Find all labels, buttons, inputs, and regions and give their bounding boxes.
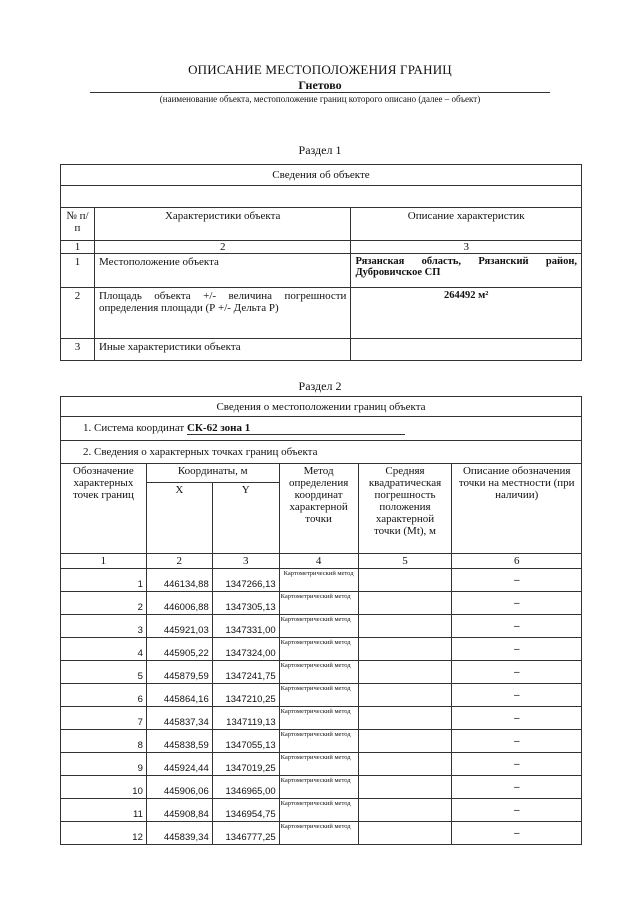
point-x: 446006,88 [146, 592, 212, 615]
point-x: 445879,59 [146, 661, 212, 684]
point-y: 1347119,13 [212, 707, 279, 730]
section1-heading: Раздел 1 [298, 143, 342, 157]
point-accuracy [358, 730, 452, 753]
point-x: 445839,34 [146, 822, 212, 845]
point-number: 11 [61, 799, 147, 822]
point-method: Картометрический метод [279, 661, 358, 684]
table-row [61, 638, 582, 661]
table-row [61, 822, 582, 845]
point-description: – [452, 638, 582, 661]
header-y: Y [212, 483, 279, 554]
object-note: (наименование объекта, местоположение границ которого описано (далее – объект) [159, 94, 481, 104]
object-info-title: Сведения об объекте [61, 165, 582, 186]
point-number: 2 [61, 592, 147, 615]
header-method: Метод определения координат характерной точки [279, 464, 358, 554]
boundary-points-table [60, 396, 582, 845]
point-y: 1346777,25 [212, 822, 279, 845]
point-number: 5 [61, 661, 147, 684]
col-index: 1 [61, 241, 95, 254]
point-x: 445924,44 [146, 753, 212, 776]
object-name: Гнетово [298, 78, 342, 92]
point-accuracy [358, 592, 452, 615]
table-row [61, 569, 582, 592]
row-number: 1 [61, 254, 95, 288]
col-index: 5 [358, 554, 452, 569]
header-description: Описание обозначения точки на местности (при наличии) [452, 464, 582, 554]
point-method: Картометрический метод [279, 753, 358, 776]
point-method: Картометрический метод [279, 684, 358, 707]
col-index: 6 [452, 554, 582, 569]
point-y: 1347266,13 [212, 569, 279, 592]
coord-system-value: СК-62 зона 1 [187, 422, 405, 435]
point-method: Картометрический метод [279, 707, 358, 730]
table-row [61, 592, 582, 615]
point-number: 6 [61, 684, 147, 707]
col-header-desc: Описание характеристик [351, 208, 582, 241]
boundary-table-title: Сведения о местоположении границ объекта [61, 397, 582, 417]
col-header-num: № п/п [61, 208, 95, 241]
point-y: 1346965,00 [212, 776, 279, 799]
point-number: 7 [61, 707, 147, 730]
object-info-spacer [61, 186, 582, 208]
point-description: – [452, 684, 582, 707]
row-description [351, 339, 582, 361]
point-description: – [452, 753, 582, 776]
col-index: 4 [279, 554, 358, 569]
point-number: 10 [61, 776, 147, 799]
point-y: 1347019,25 [212, 753, 279, 776]
point-y: 1347324,00 [212, 638, 279, 661]
point-x: 445906,06 [146, 776, 212, 799]
points-label: 2. Сведения о характерных точках границ объекта [61, 441, 582, 464]
point-description: – [452, 799, 582, 822]
point-accuracy [358, 615, 452, 638]
point-method: Картометрический метод [279, 615, 358, 638]
row-characteristic: Местоположение объекта [94, 254, 351, 288]
point-x: 446134,88 [146, 569, 212, 592]
row-description: Рязанская область, Рязанский район, Дубровичское СП [351, 254, 582, 288]
point-description: – [452, 661, 582, 684]
point-accuracy [358, 799, 452, 822]
point-method: Картометрический метод [279, 592, 358, 615]
point-method: Картометрический метод [279, 638, 358, 661]
point-x: 445837,34 [146, 707, 212, 730]
col-header-char: Характеристики объекта [94, 208, 351, 241]
col-index: 2 [146, 554, 212, 569]
header-x: X [146, 483, 212, 554]
point-description: – [452, 730, 582, 753]
object-info-table [60, 164, 582, 361]
point-number: 12 [61, 822, 147, 845]
table-row [61, 339, 582, 361]
point-number: 3 [61, 615, 147, 638]
point-accuracy [358, 822, 452, 845]
document-title: ОПИСАНИЕ МЕСТОПОЛОЖЕНИЯ ГРАНИЦ [188, 62, 452, 77]
row-characteristic: Иные характеристики объекта [94, 339, 351, 361]
point-accuracy [358, 661, 452, 684]
point-description: – [452, 822, 582, 845]
table-row [61, 730, 582, 753]
point-y: 1347210,25 [212, 684, 279, 707]
point-method: Картометрический метод [279, 776, 358, 799]
point-accuracy [358, 684, 452, 707]
row-description: 264492 м² [351, 288, 582, 339]
point-number: 8 [61, 730, 147, 753]
table-row [61, 799, 582, 822]
point-number: 9 [61, 753, 147, 776]
col-index: 3 [212, 554, 279, 569]
point-description: – [452, 615, 582, 638]
point-accuracy [358, 753, 452, 776]
object-underline [90, 92, 550, 93]
row-characteristic: Площадь объекта +/- величина погрешности определения площади (Р +/- Дельта Р) [94, 288, 351, 339]
col-index: 3 [351, 241, 582, 254]
point-description: – [452, 569, 582, 592]
point-method: Картометрический метод [279, 569, 358, 592]
row-number: 2 [61, 288, 95, 339]
table-row [61, 684, 582, 707]
point-accuracy [358, 638, 452, 661]
point-x: 445905,22 [146, 638, 212, 661]
point-x: 445838,59 [146, 730, 212, 753]
table-row [61, 753, 582, 776]
point-y: 1347305,13 [212, 592, 279, 615]
col-index: 2 [94, 241, 351, 254]
point-accuracy [358, 707, 452, 730]
point-method: Картометрический метод [279, 730, 358, 753]
section2-heading: Раздел 2 [298, 379, 342, 393]
point-y: 1347241,75 [212, 661, 279, 684]
point-x: 445864,16 [146, 684, 212, 707]
col-index: 1 [61, 554, 147, 569]
point-x: 445908,84 [146, 799, 212, 822]
point-y: 1347055,13 [212, 730, 279, 753]
point-accuracy [358, 776, 452, 799]
table-row [61, 615, 582, 638]
point-method: Картометрический метод [279, 822, 358, 845]
table-row [61, 288, 582, 339]
point-y: 1346954,75 [212, 799, 279, 822]
point-y: 1347331,00 [212, 615, 279, 638]
table-row [61, 707, 582, 730]
point-description: – [452, 707, 582, 730]
point-accuracy [358, 569, 452, 592]
table-row [61, 254, 582, 288]
table-row [61, 661, 582, 684]
header-accuracy: Средняя квадратическая погрешность положения характерной точки (Mt), м [358, 464, 452, 554]
table-row [61, 776, 582, 799]
point-number: 4 [61, 638, 147, 661]
coord-system-label: 1. Система координат [83, 422, 185, 434]
point-description: – [452, 776, 582, 799]
point-x: 445921,03 [146, 615, 212, 638]
header-designation: Обозначение характерных точек границ [61, 464, 147, 554]
row-number: 3 [61, 339, 95, 361]
header-coordinates: Координаты, м [146, 464, 279, 483]
point-method: Картометрический метод [279, 799, 358, 822]
point-description: – [452, 592, 582, 615]
point-number: 1 [61, 569, 147, 592]
